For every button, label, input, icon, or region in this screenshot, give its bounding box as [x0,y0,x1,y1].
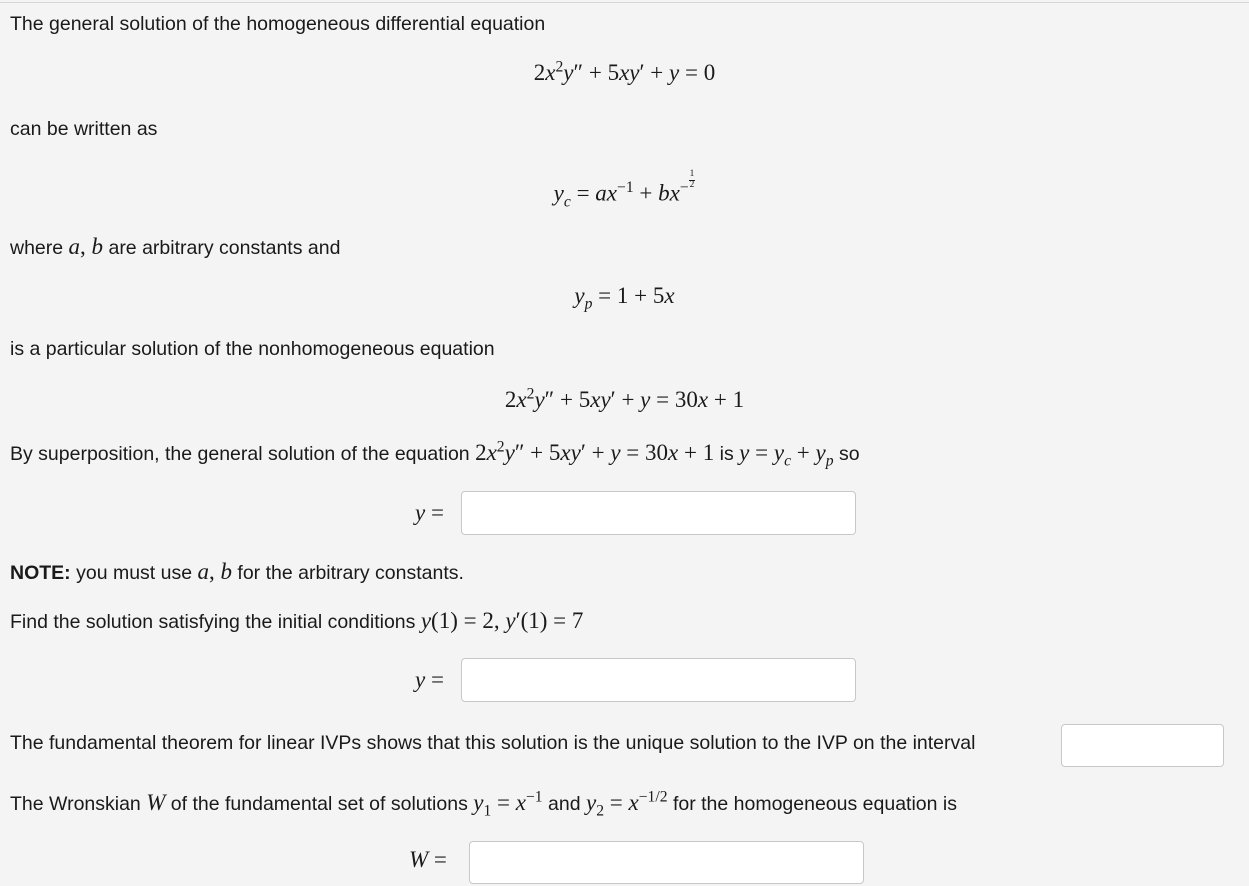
general-solution-input[interactable] [461,491,856,535]
interval-text: The fundamental theorem for linear IVPs shows that this solution is the unique solution to the IVP on the interval [10,732,976,754]
superposition-text: By superposition, the general solution of the equation $2x^2y'' + 5xy' + y = 30x + 1$ is $y = y_c + y_p$ so [10,438,860,470]
wronskian-input[interactable] [469,841,864,884]
note-text: NOTE: you must use a, b for the arbitrary constants. [10,559,464,584]
homogeneous-equation: $2x^2y'' + 5xy' + y = 0$ [533,58,716,85]
general-solution-label: y = [415,500,444,525]
intro-text: The general solution of the homogeneous differential equation [10,13,546,35]
written-as-text: can be written as [10,118,158,140]
ivp-solution-label: y = [415,667,444,692]
wronskian-text: The Wronskian W of the fundamental set of solutions $y_1 = x^{-1}$ and $y_2 = x^{-1/2}$ for the homogeneous equation is [10,788,957,820]
top-divider [0,2,1249,3]
particular-solution: $y_p = 1 + 5x$ [574,283,675,313]
interval-input[interactable] [1061,724,1224,767]
constants-text: where a, b are arbitrary constants and [10,234,341,259]
complementary-solution: $y_c = ax^{-1} + bx^{- \frac{1}{2}}$ [553,169,695,211]
initial-conditions-text: Find the solution satisfying the initial conditions y(1) = 2, y′(1) = 7 [10,608,584,633]
ivp-solution-input[interactable] [461,658,856,702]
nonhomogeneous-equation: $2x^2y'' + 5xy' + y = 30x + 1$ [504,385,745,412]
wronskian-label: W = [409,847,447,872]
nonhomogeneous-text: is a particular solution of the nonhomogeneous equation [10,338,495,360]
